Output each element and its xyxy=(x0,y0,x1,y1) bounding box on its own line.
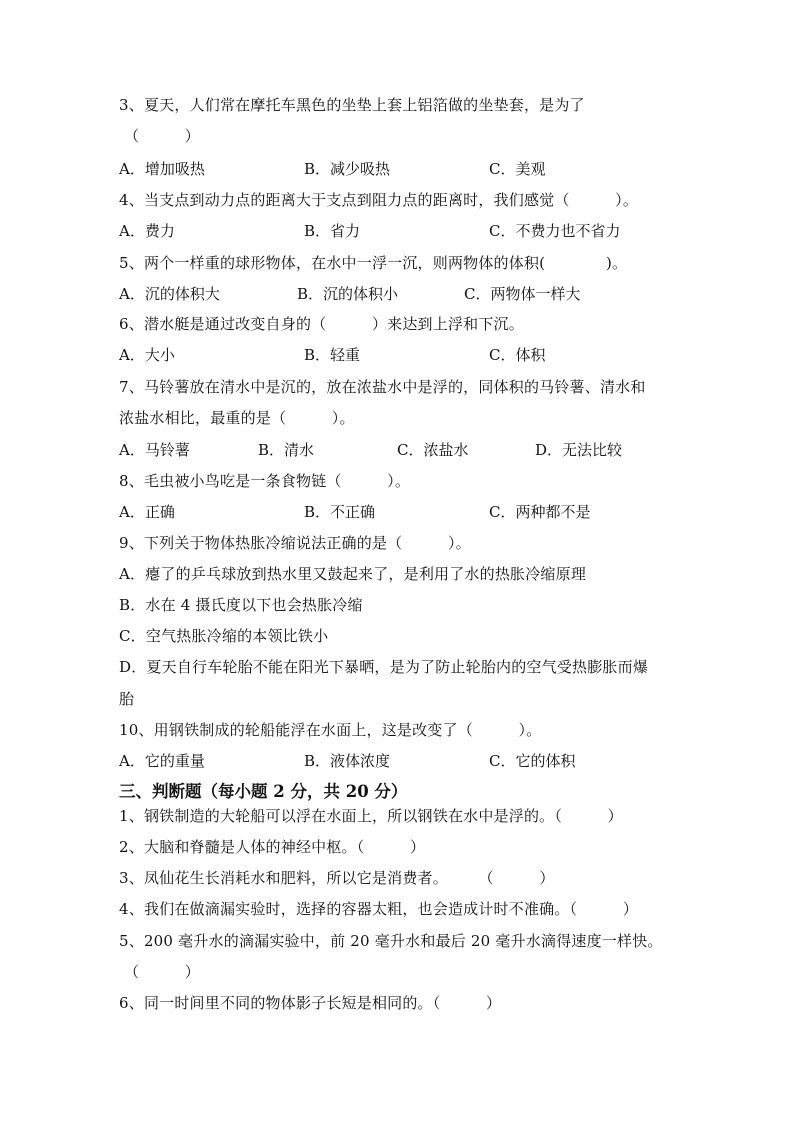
judge-item-6: 6、同一时间里不同的物体影子长短是相同的。（ ） xyxy=(119,994,502,1012)
q10-option-a: A．它的重量 xyxy=(119,752,205,770)
q9-option-d-line1: D．夏天自行车轮胎不能在阳光下暴晒，是为了防止轮胎内的空气受热膨胀而爆 xyxy=(119,658,649,676)
q9-option-c: C．空气热胀冷缩的本领比铁小 xyxy=(119,627,329,645)
judge-item-5-blank: （ ） xyxy=(124,963,201,981)
q7-option-c: C．浓盐水 xyxy=(397,441,469,459)
q4-option-c: C．不费力也不省力 xyxy=(489,222,621,240)
q10-option-c: C．它的体积 xyxy=(489,752,576,770)
q6-stem: 6、潜水艇是通过改变自身的（ ）来达到上浮和下沉。 xyxy=(119,315,524,333)
q10-stem: 10、用钢铁制成的轮船能浮在水面上，这是改变了（ ）。 xyxy=(119,721,542,739)
q9-option-d-line2: 胎 xyxy=(119,690,135,708)
q7-stem-line1: 7、马铃薯放在清水中是沉的，放在浓盐水中是浮的，同体积的马铃薯、清水和 xyxy=(119,378,646,396)
q9-stem: 9、下列关于物体热胀冷缩说法正确的是（ ）。 xyxy=(119,534,471,552)
q6-option-a: A．大小 xyxy=(119,346,175,364)
judge-item-2: 2、大脑和脊髓是人体的神经中枢。（ ） xyxy=(119,838,426,856)
q9-option-a: A．瘪了的乒乓球放到热水里又鼓起来了，是利用了水的热胀冷缩原理 xyxy=(119,565,587,583)
q6-option-c: C．体积 xyxy=(489,346,546,364)
judge-item-4: 4、我们在做滴漏实验时，选择的容器太粗，也会造成计时不准确。（ ） xyxy=(119,900,639,918)
q5-option-b: B．沉的体积小 xyxy=(297,285,399,303)
q6-option-b: B．轻重 xyxy=(304,346,361,364)
judge-item-5: 5、200 毫升水的滴漏实验中，前 20 毫升水和最后 20 毫升水滴得速度一样快。 xyxy=(119,932,663,950)
q3-option-c: C．美观 xyxy=(489,160,546,178)
q3-stem: 3、夏天，人们常在摩托车黑色的坐垫上套上铝箔做的坐垫套，是为了 xyxy=(119,96,585,114)
q7-option-d: D．无法比较 xyxy=(535,441,623,459)
q8-option-a: A．正确 xyxy=(119,503,175,521)
q8-option-b: B．不正确 xyxy=(304,503,376,521)
q8-option-c: C．两种都不是 xyxy=(489,503,591,521)
q4-stem: 4、当支点到动力点的距离大于支点到阻力点的距离时，我们感觉（ ）。 xyxy=(119,191,639,209)
judge-item-1: 1、钢铁制造的大轮船可以浮在水面上，所以钢铁在水中是浮的。（ ） xyxy=(119,807,623,825)
q5-option-c: C．两物体一样大 xyxy=(464,285,581,303)
q3-blank: （ ） xyxy=(124,127,201,145)
judge-item-3: 3、凤仙花生长消耗水和肥料，所以它是消费者。 （ ） xyxy=(119,869,555,887)
q8-stem: 8、毛虫被小鸟吃是一条食物链（ ）。 xyxy=(119,472,411,490)
section3-heading: 三、判断题（每小题 2 分，共 20 分） xyxy=(119,782,408,801)
q10-option-b: B．液体浓度 xyxy=(304,752,391,770)
q4-option-b: B．省力 xyxy=(304,222,361,240)
q7-option-b: B．清水 xyxy=(258,441,315,459)
q7-stem-line2: 浓盐水相比，最重的是（ ）。 xyxy=(119,409,355,427)
q5-option-a: A．沉的体积大 xyxy=(119,285,220,303)
q3-option-b: B．减少吸热 xyxy=(304,160,391,178)
q9-option-b: B．水在 4 摄氏度以下也会热胀冷缩 xyxy=(119,596,363,614)
q5-stem: 5、两个一样重的球形物体，在水中一浮一沉，则两物体的体积( )。 xyxy=(119,254,628,272)
q3-option-a: A．增加吸热 xyxy=(119,160,205,178)
q7-option-a: A．马铃薯 xyxy=(119,441,190,459)
q4-option-a: A．费力 xyxy=(119,222,175,240)
